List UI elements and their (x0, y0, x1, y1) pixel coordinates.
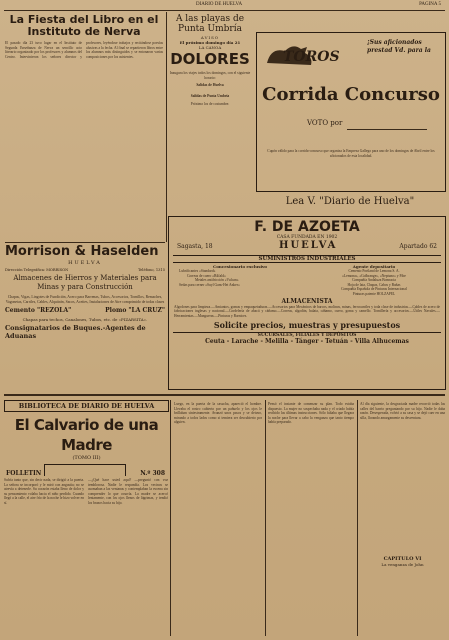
morrison-telegraphic: Dirección Telegráfica: MORRISON (5, 268, 69, 272)
morrison-line2: Minas y para Construcción (37, 283, 133, 291)
toros-vote-line (347, 129, 427, 130)
section-rule (4, 394, 445, 396)
azoeta-store-body: Algodones para limpieza.—Amiantos, gomas y empaquetaduras.—Accesorios para Mecánicos de barcos, molinos, minas, ferrocarriles y toda clase de industrias.—Cables de acero de fabricaciones inglesas y nacional.—Cordelería de abacá y cáñamo.—Correas, algodón, balata, cáñamo, cuero, goma y camello. Tornillería y accesorios.—Útiles Navales.—Herramientas.—Mangueras.—Pinturas y Barnices. (174, 304, 440, 318)
article-fiesta-libro (5, 14, 163, 236)
folletin-num: N.º 308 (140, 470, 165, 476)
story-col-2: —¿Qué hace usted aquí? —preguntó con voz temblorosa. Nadie le respondía. Los vecinos se asomaban a las ventanas y contemplaban la escena sin comprender lo que ocurría. La madre se acercó lentamente, con los ojos llenos de lágrimas, y tendió los brazos hacia su hijo. (88, 478, 168, 505)
playas-title: A las playas de Punta Umbría (175, 14, 245, 34)
morrison-products: Chapas, Vigas, Lingotes de Fundición, Acero para Barrenas, Tubos, Accesorios, Tornillos, Remaches, Vagonetas, Carriles, Cables, Alquitrán, Sacos, Aceites, Instalaciones de Aire comprimido de todas clases (5, 295, 165, 304)
azoeta-right-item: Pinturas patente HOLZAPEL (352, 291, 396, 296)
chapter-subtitle: La venganza de John (381, 562, 424, 567)
folletin-banner: BIBLIOTECA DE DIARIO DE HUELVA (4, 400, 169, 412)
column-rule-2 (170, 400, 171, 636)
azoeta-right-column (307, 264, 441, 297)
ad-morrison (5, 242, 165, 390)
azoeta-branches-title: SUCURSALES, FILIALES Y DEPÓSITOS (173, 332, 441, 338)
column-rule-4 (357, 400, 358, 636)
toros-title: Corrida Concurso (262, 84, 440, 105)
azoeta-right-title: Agente depositario (352, 264, 396, 269)
azoeta-left-item: Lubrificantes «Standard» (179, 269, 216, 273)
story-col-3: Luego, en la puerta de la casucha, apareció el hombre. Llevaba el rostro cubierto por un pañuelo y los ojos le brillaban siniestramente. Avanzó unos pasos y se detuvo, mirando a todos lados como si temiera ser descubierto por alguien. (174, 402, 262, 425)
toros-voto: VOTO por (307, 119, 343, 127)
playas-sched1: Salidas de Huelva (196, 83, 224, 88)
page-header (0, 0, 449, 10)
folletin-label: FOLLETIN (6, 470, 42, 476)
azoeta-right-item: «Lemona», «Golbrange», «Neptuno» y Fibe (342, 273, 406, 278)
morrison-name: Morrison & Haselden (5, 244, 159, 259)
playas-sched2: Salidas de Punta Umbría (190, 93, 230, 98)
folletin-tomo: (TOMO III) (72, 455, 101, 461)
azoeta-city: HUELVA (279, 240, 338, 251)
playas-company: LA CANOA (198, 45, 222, 50)
playas-boat: DOLORES (170, 50, 250, 68)
morrison-roofing: Chapas para techos, Canalones, Tubos, etc. de «PIZARSITA». (22, 317, 148, 323)
azoeta-left-column (173, 264, 307, 297)
story-col-5: Al día siguiente, la desgraciada madre recorrió todas las calles del barrio preguntando por su hijo. Nadie le daba razón. Desesperada, volvió a su casa y se dejó caer en una silla, llorando amargamente su desventura. (360, 402, 445, 420)
azoeta-left-item: Metales antifricción «Vulcan» (195, 278, 239, 283)
morrison-phone: Teléfono, 1315 (138, 268, 165, 272)
column-rule-3 (265, 400, 266, 636)
folletin-header (4, 400, 169, 476)
toros-sign: Lea V. "Diario de Huelva" (285, 196, 415, 207)
header-rule (4, 10, 445, 11)
ad-azoeta (168, 216, 446, 390)
azoeta-request: Solicite precios, muestras y presupuestos (213, 320, 401, 331)
story-col-1: Sufría tanto que, sin decir nada, se dirigió a la puerta. La señora se incorporó y le miró con angustia; no se atrevía a detenerle. Su corazón estaba lleno de dolor y su pensamiento volaba hacia el niño perdido. Cuando llegó a la calle, el aire frío de la noche le hizo volver en sí. (4, 478, 84, 505)
azoeta-right-item: Compañía Andaluza Bonnacia (352, 278, 396, 283)
ad-punta-umbria (169, 14, 251, 204)
article-title-1: La Fiesta del Libro en el (9, 14, 159, 26)
ad-toros (256, 32, 446, 192)
column-rule-1 (166, 12, 167, 242)
azoeta-left-item: Sedas para cerner «Suyl Gans-Het Anker» (179, 282, 240, 287)
toros-logo: TOROS (283, 49, 340, 65)
folletin-title: El Calvario de una Madre (14, 416, 159, 454)
header-right: PAGINA 5 (419, 2, 441, 7)
azoeta-name: F. DE AZOETA (254, 219, 360, 235)
azoeta-street: Sagasta, 18 (177, 243, 213, 250)
folletin-credits-box (44, 464, 126, 476)
azoeta-box: Apartado 62 (399, 243, 437, 250)
azoeta-section: SUMINISTROS INDUSTRIALES (173, 255, 441, 263)
cement-rezola: "REZOLA" (37, 307, 72, 315)
azoeta-founded: CASA FUNDADA EN 1902 (276, 235, 338, 240)
morrison-line1: Almacenes de Hierros y Materiales para (13, 274, 157, 282)
article-body: El pasado día 23 tuvo lugar en el Instituto de Segunda Enseñanza de Nerva un sencillo acto literario organizado por los profesores y alumnos del Centro. Intervinieron los señores director y profesores, leyéndose trabajos y recitándose poesías alusivas a la fecha. Al final se repartieron libros entre los alumnos más distinguidos y se entonaron varias composiciones por los asistentes. (5, 41, 163, 59)
morrison-ships: Consignatarios de Buques.-Agentes de Aduanas (5, 324, 146, 341)
header-center: DIARIO DE HUELVA (196, 2, 243, 7)
azoeta-right-item: Cemento Portland de Lemona S. A. (348, 269, 400, 273)
playas-note: Próximo los de costumbre. (190, 102, 230, 107)
story-col-5-block (360, 402, 445, 636)
article-title-2: Instituto de Nerva (27, 25, 141, 38)
cement-label: Cemento (5, 307, 35, 315)
azoeta-left-title: Concesionario exclusivo (213, 264, 267, 269)
playas-notice: El próximo domingo día 21 (179, 40, 241, 45)
azoeta-branches: Ceuta - Larache - Melilla - Tánger - Tetuán - Villa Alhucemas (205, 338, 409, 346)
story-col-4: Pensó el instante de comenzar su plan. Todo estaba dispuesto. La mujer no sospechaba nada y el criado había recibido las últimas instrucciones. Sólo faltaba que llegara la noche para llevar a cabo la venganza que tanto tiempo había preparado. (268, 402, 354, 425)
azoeta-store: ALMACENISTA (281, 297, 333, 305)
chapter-title: CAPITULO VI (383, 556, 422, 562)
playas-body: Inaugura los viajes todos los domingos, con el siguiente horario: (169, 71, 251, 80)
azoeta-right-item: Hoja de lata, Chapas, Cabos y Bañas (347, 282, 401, 287)
azoeta-left-item: Correas de cuero «Bilfald» (187, 273, 226, 278)
toros-coupon: Cupón válido para la corrida-concurso que organiza la Empresa Gallego para uno de los domingos de Abril entre los aficionados de esta localidad. (267, 149, 435, 158)
morrison-city: HUELVA (68, 260, 102, 266)
cement-cruz: Plomo "LA CRUZ" (105, 307, 165, 315)
playas-aviso: AVISO (200, 35, 220, 40)
toros-headline: ¡Sus aficionados prestad Vd. para la (367, 39, 431, 54)
azoeta-right-item: Compañía Española de Pinturas Internacional (341, 287, 407, 292)
